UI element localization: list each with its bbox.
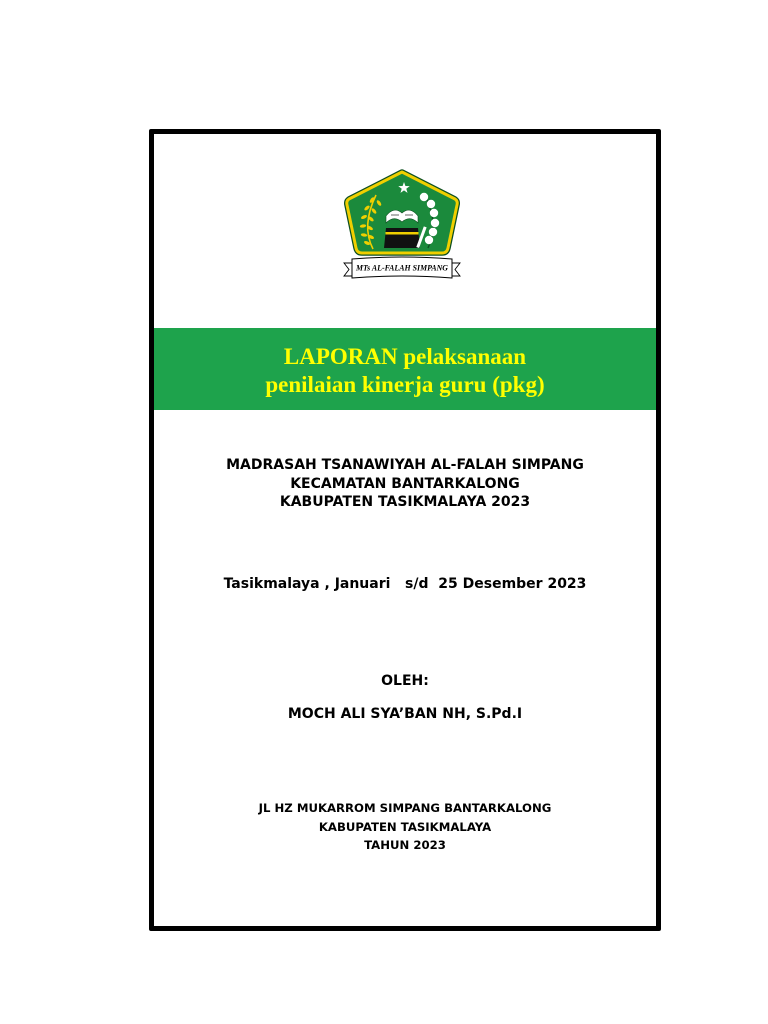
author-name: MOCH ALI SYA’BAN NH, S.Pd.I bbox=[287, 706, 523, 722]
author-name-block bbox=[154, 705, 656, 723]
institution-regency: KABUPATEN TASIKMALAYA 2023 bbox=[279, 494, 531, 510]
address-year: TAHUN 2023 bbox=[364, 838, 446, 852]
institution-district: KECAMATAN BANTARKALONG bbox=[290, 475, 520, 492]
institution-block bbox=[154, 456, 656, 512]
logo-ribbon bbox=[344, 257, 460, 278]
address-street: JL HZ MUKARROM SIMPANG BANTARKALONG bbox=[258, 801, 552, 815]
author-label-block bbox=[154, 672, 656, 690]
kaaba-icon bbox=[384, 228, 420, 248]
title-line-2: penilaian kinerja guru (pkg) bbox=[265, 372, 545, 397]
period-text: Tasikmalaya , Januari s/d 25 Desember 2023 bbox=[223, 576, 587, 592]
cover-frame bbox=[149, 129, 661, 931]
ribbon-text: MTs AL-FALAH SIMPANG bbox=[355, 262, 449, 273]
institution-name: MADRASAH TSANAWIYAH AL-FALAH SIMPANG bbox=[226, 457, 584, 473]
author-label: OLEH: bbox=[381, 673, 429, 689]
period-block bbox=[154, 575, 656, 593]
address-regency: KABUPATEN TASIKMALAYA bbox=[318, 819, 492, 834]
title-line-1: LAPORAN pelaksanaan bbox=[283, 344, 527, 369]
title-band bbox=[154, 328, 656, 410]
address-block bbox=[154, 799, 656, 855]
madrasah-logo bbox=[342, 168, 462, 284]
kemenag-emblem-icon bbox=[347, 172, 458, 253]
